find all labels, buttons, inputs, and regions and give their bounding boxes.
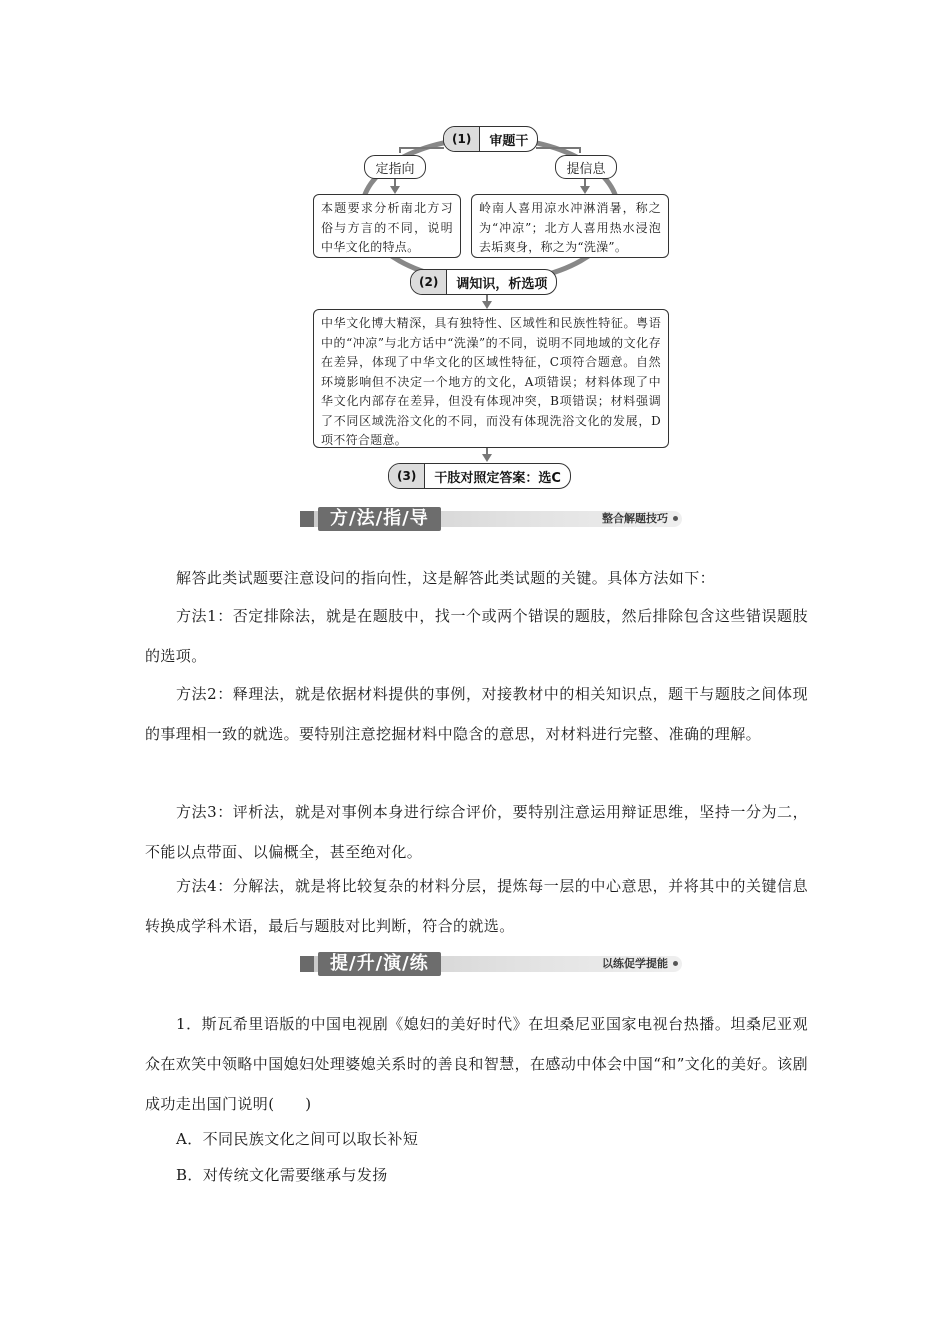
section-banner-method [300, 507, 682, 529]
banner-subtitle: 以练促学提能 [602, 957, 668, 970]
arrow-head [390, 186, 400, 194]
step-label: 干肢对照定答案：选C [434, 470, 561, 486]
step-3-tag [388, 463, 571, 489]
option-b: B．对传统文化需要继承与发扬 [176, 1166, 388, 1184]
step-number: (3) [389, 464, 425, 488]
bullet-dot-icon [673, 961, 678, 966]
method-2: 方法2：释理法，就是依据材料提供的事例，对接教材中的相关知识点，题干与题肢之间体现的事理相一致的就选。要特别注意挖掘材料中隐含的意思，对材料进行完整、准确的理解。 [145, 685, 808, 743]
method-3: 方法3：评析法，就是对事例本身进行综合评价，要特别注意运用辩证思维，坚持一分为二，不能以点带面、以偏概全，甚至绝对化。 [145, 803, 808, 861]
step-number: (2) [411, 270, 447, 294]
info-pill: 提信息 [555, 155, 617, 179]
method-1: 方法1：否定排除法，就是在题肢中，找一个或两个错误的题肢，然后排除包含这些错误题肢的选项。 [145, 607, 808, 665]
banner-title: 提/升/演/练 [318, 952, 441, 976]
banner-subtitle: 整合解题技巧 [602, 512, 668, 525]
arrow-head [482, 454, 492, 462]
banner-title: 方/法/指/导 [318, 507, 441, 531]
step-1-tag [443, 126, 538, 152]
step-label: 审题干 [489, 133, 529, 149]
section-banner-practice [300, 952, 682, 974]
bullet-dot-icon [673, 516, 678, 521]
orientation-pill: 定指向 [364, 155, 426, 179]
step-number: (1) [444, 127, 480, 151]
option-a: A．不同民族文化之间可以取长补短 [176, 1130, 419, 1148]
method-4: 方法4：分解法，就是将比较复杂的材料分层，提炼每一层的中心意思，并将其中的关键信息转换成学科术语，最后与题肢对比判断，符合的就选。 [145, 877, 808, 935]
analysis-box: 中华文化博大精深，具有独特性、区域性和民族性特征。粤语中的“冲凉”与北方话中“洗澡”的不同，说明不同地域的文化存在差异，体现了中华文化的区域性特征，C项符合题意。自然环境影响但不决定一个地方的文化，A项错误；材料体现了中华文化内部存在差异，但没有体现冲突，B项错误；材料强调了不同区域洗浴文化的不同，而没有体现洗浴文化的发展，D项不符合题意。 [313, 309, 669, 448]
method-intro: 解答此类试题要注意设问的指向性，这是解答此类试题的关键。具体方法如下： [176, 569, 716, 587]
requirement-box: 本题要求分析南北方习俗与方言的不同，说明中华文化的特点。 [313, 194, 461, 258]
arrow-head [482, 301, 492, 309]
arrow-head [580, 186, 590, 194]
step-2-tag [410, 269, 557, 295]
step-label: 调知识，析选项 [456, 276, 548, 292]
information-box: 岭南人喜用凉水冲淋消暑，称之为“冲凉”；北方人喜用热水浸泡去垢爽身，称之为“洗澡”。 [471, 194, 669, 258]
question-stem: 1．斯瓦希里语版的中国电视剧《媳妇的美好时代》在坦桑尼亚国家电视台热播。坦桑尼亚观众在欢笑中领略中国媳妇处理婆媳关系时的善良和智慧，在感动中体会中国“和”文化的美好。该剧成功走出国门说明( ) [145, 1015, 808, 1113]
